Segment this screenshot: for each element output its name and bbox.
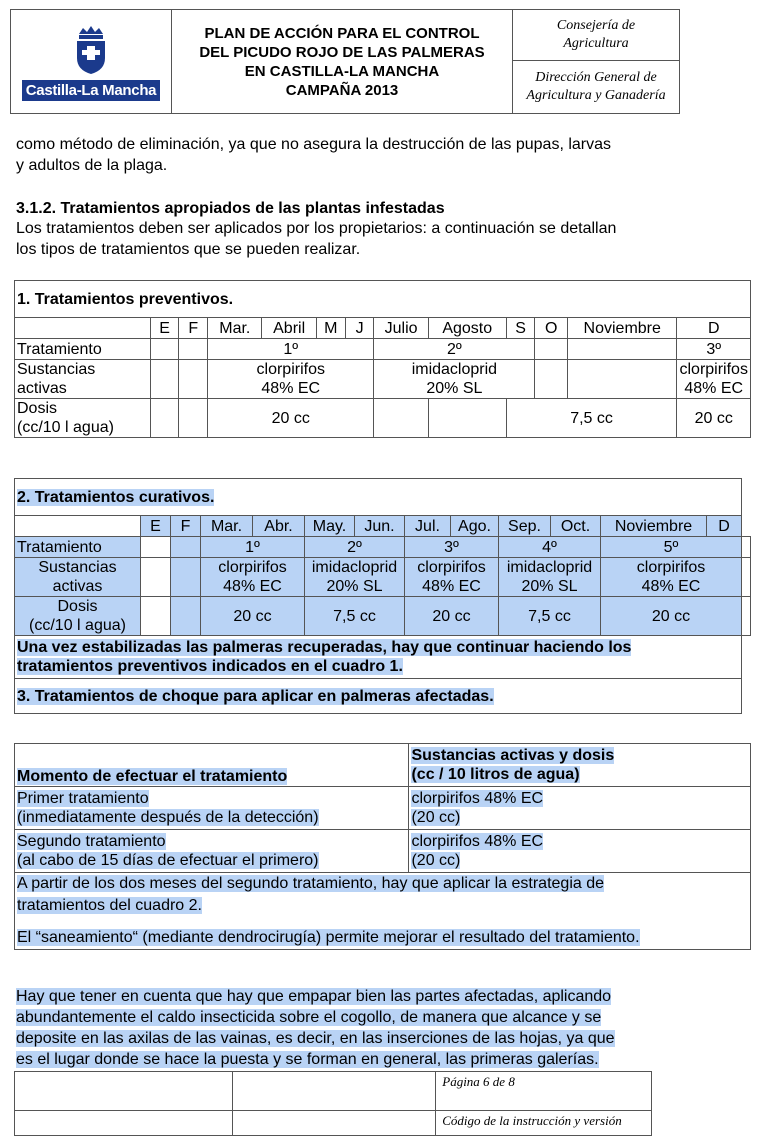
table-note: Una vez estabilizadas las palmeras recuperadas, hay que continuar haciendo los tratamientos preventivos indicados en el cuadro 1. (15, 636, 742, 679)
month-header: Abril (262, 318, 316, 339)
month-header: Mar. (208, 318, 262, 339)
month-header: E (141, 516, 171, 537)
text-line: y adultos de la plaga. (16, 157, 168, 174)
month-header: Sep. (499, 516, 551, 537)
row-label: Sustancias activas (15, 558, 141, 597)
month-header: E (150, 318, 179, 339)
table-title: 3. Tratamientos de choque para aplicar en palmeras afectadas. (15, 679, 742, 714)
treatment-substance: clorpirifos 48% EC (20 cc) (409, 830, 751, 873)
title-line: DEL PICUDO ROJO DE LAS PALMERAS (199, 43, 485, 61)
active-substance: clorpirifos 48% EC (601, 558, 742, 597)
treatment-substance: clorpirifos 48% EC (20 cc) (409, 787, 751, 830)
curative-treatments-table (14, 478, 751, 714)
title-line: EN CASTILLA-LA MANCHA (244, 62, 440, 80)
text-line: como método de eliminación, ya que no asegura la destrucción de las pupas, larvas (16, 136, 612, 153)
month-header: O (535, 318, 568, 339)
month-header: Agosto (428, 318, 506, 339)
title-line: CAMPAÑA 2013 (285, 81, 399, 99)
shock-treatments-table (14, 743, 751, 950)
table-note: A partir de los dos meses del segundo tratamiento, hay que aplicar la estrategia de tratamientos del cuadro 2. El “saneamiento“ (mediante dendrocirugía) permite mejorar el resultado del tratamiento. (15, 873, 751, 950)
row-label: Dosis (cc/10 l agua) (15, 399, 151, 438)
treatment-moment: Primer tratamiento (inmediatamente después de la detección) (15, 787, 409, 830)
dose: 20 cc (601, 597, 742, 636)
row-label: Dosis (cc/10 l agua) (15, 597, 141, 636)
section-heading: 3.1.2. Tratamientos apropiados de las plantas infestadas (16, 200, 445, 217)
title-line: PLAN DE ACCIÓN PARA EL CONTROL (204, 24, 480, 42)
row-label: Tratamiento (15, 339, 151, 360)
treatment-number: 5º (601, 537, 742, 558)
column-header: Sustancias activas y dosis (cc / 10 litros de agua) (409, 744, 751, 787)
treatment-moment: Segundo tratamiento (al cabo de 15 días de efectuar el primero) (15, 830, 409, 873)
active-substance: imidacloprid 20% SL (374, 360, 535, 399)
department-cell (513, 10, 680, 61)
closing-paragraph: Hay que tener en cuenta que hay que empapar bien las partes afectadas, aplicando abundantemente el caldo insecticida sobre el cogollo, de manera que alcance y se deposite en las axilas de las vainas, es decir, en las inserciones de las hojas, ya que es el lugar donde se hace la puesta y se forman en general, las primeras galerías. (16, 988, 615, 1068)
month-header: D (677, 318, 751, 339)
month-header: Ago. (451, 516, 499, 537)
month-header: S (506, 318, 535, 339)
month-header: Noviembre (601, 516, 707, 537)
month-header: F (171, 516, 201, 537)
treatment-number: 2º (374, 339, 535, 360)
active-substance: imidacloprid 20% SL (305, 558, 405, 597)
month-header: F (179, 318, 208, 339)
treatment-number: 1º (208, 339, 374, 360)
month-header: Noviembre (567, 318, 676, 339)
dose: 20 cc (677, 399, 751, 438)
brand-label: Castilla-La Mancha (22, 80, 160, 101)
treatment-number: 4º (499, 537, 601, 558)
document-title (172, 10, 513, 114)
treatment-number: 3º (677, 339, 751, 360)
month-header: Abr. (253, 516, 305, 537)
intro-paragraph (16, 134, 716, 176)
directorate-line: Agricultura y Ganadería (526, 88, 666, 103)
document-header (10, 9, 680, 114)
month-header: M (316, 318, 345, 339)
treatment-number: 2º (305, 537, 405, 558)
directorate-line: Dirección General de (535, 70, 657, 85)
coat-of-arms-icon (71, 24, 111, 76)
month-header: J (345, 318, 374, 339)
month-header: May. (305, 516, 355, 537)
treatment-number: 1º (201, 537, 305, 558)
month-header: Mar. (201, 516, 253, 537)
month-header: D (707, 516, 742, 537)
table-title: 1. Tratamientos preventivos. (15, 281, 751, 318)
text-line: los tipos de tratamientos que se pueden realizar. (16, 241, 361, 258)
dose: 7,5 cc (305, 597, 405, 636)
dose: 7,5 cc (499, 597, 601, 636)
active-substance: clorpirifos 48% EC (405, 558, 499, 597)
active-substance: clorpirifos 48% EC (201, 558, 305, 597)
row-label: Tratamiento (15, 537, 141, 558)
department-line: Consejería de (556, 18, 636, 33)
empty-cell (15, 516, 141, 537)
active-substance: imidacloprid 20% SL (499, 558, 601, 597)
month-header: Oct. (551, 516, 601, 537)
active-substance: clorpirifos 48% EC (677, 360, 751, 399)
logo-cell (11, 10, 172, 114)
department-line: Agricultura (563, 36, 629, 51)
text-line: Los tratamientos deben ser aplicados por los propietarios: a continuación se detallan (16, 220, 617, 237)
column-header: Momento de efectuar el tratamiento (15, 744, 409, 787)
page-number: Página 6 de 8 (436, 1072, 652, 1111)
active-substance: clorpirifos 48% EC (208, 360, 374, 399)
month-header: Jun. (355, 516, 405, 537)
document-footer (14, 1071, 652, 1136)
dose: 20 cc (201, 597, 305, 636)
month-header: Jul. (405, 516, 451, 537)
dose: 20 cc (405, 597, 499, 636)
preventive-treatments-table (14, 280, 751, 438)
directorate-cell (513, 61, 680, 114)
row-label: Sustancias activas (15, 360, 151, 399)
empty-cell (15, 318, 151, 339)
month-header: Julio (374, 318, 428, 339)
section-description (16, 218, 716, 260)
dose: 20 cc (208, 399, 374, 438)
treatment-number: 3º (405, 537, 499, 558)
dose: 7,5 cc (506, 399, 677, 438)
instruction-code-label: Código de la instrucción y versión (436, 1111, 652, 1136)
table-title: 2. Tratamientos curativos. (15, 479, 742, 516)
